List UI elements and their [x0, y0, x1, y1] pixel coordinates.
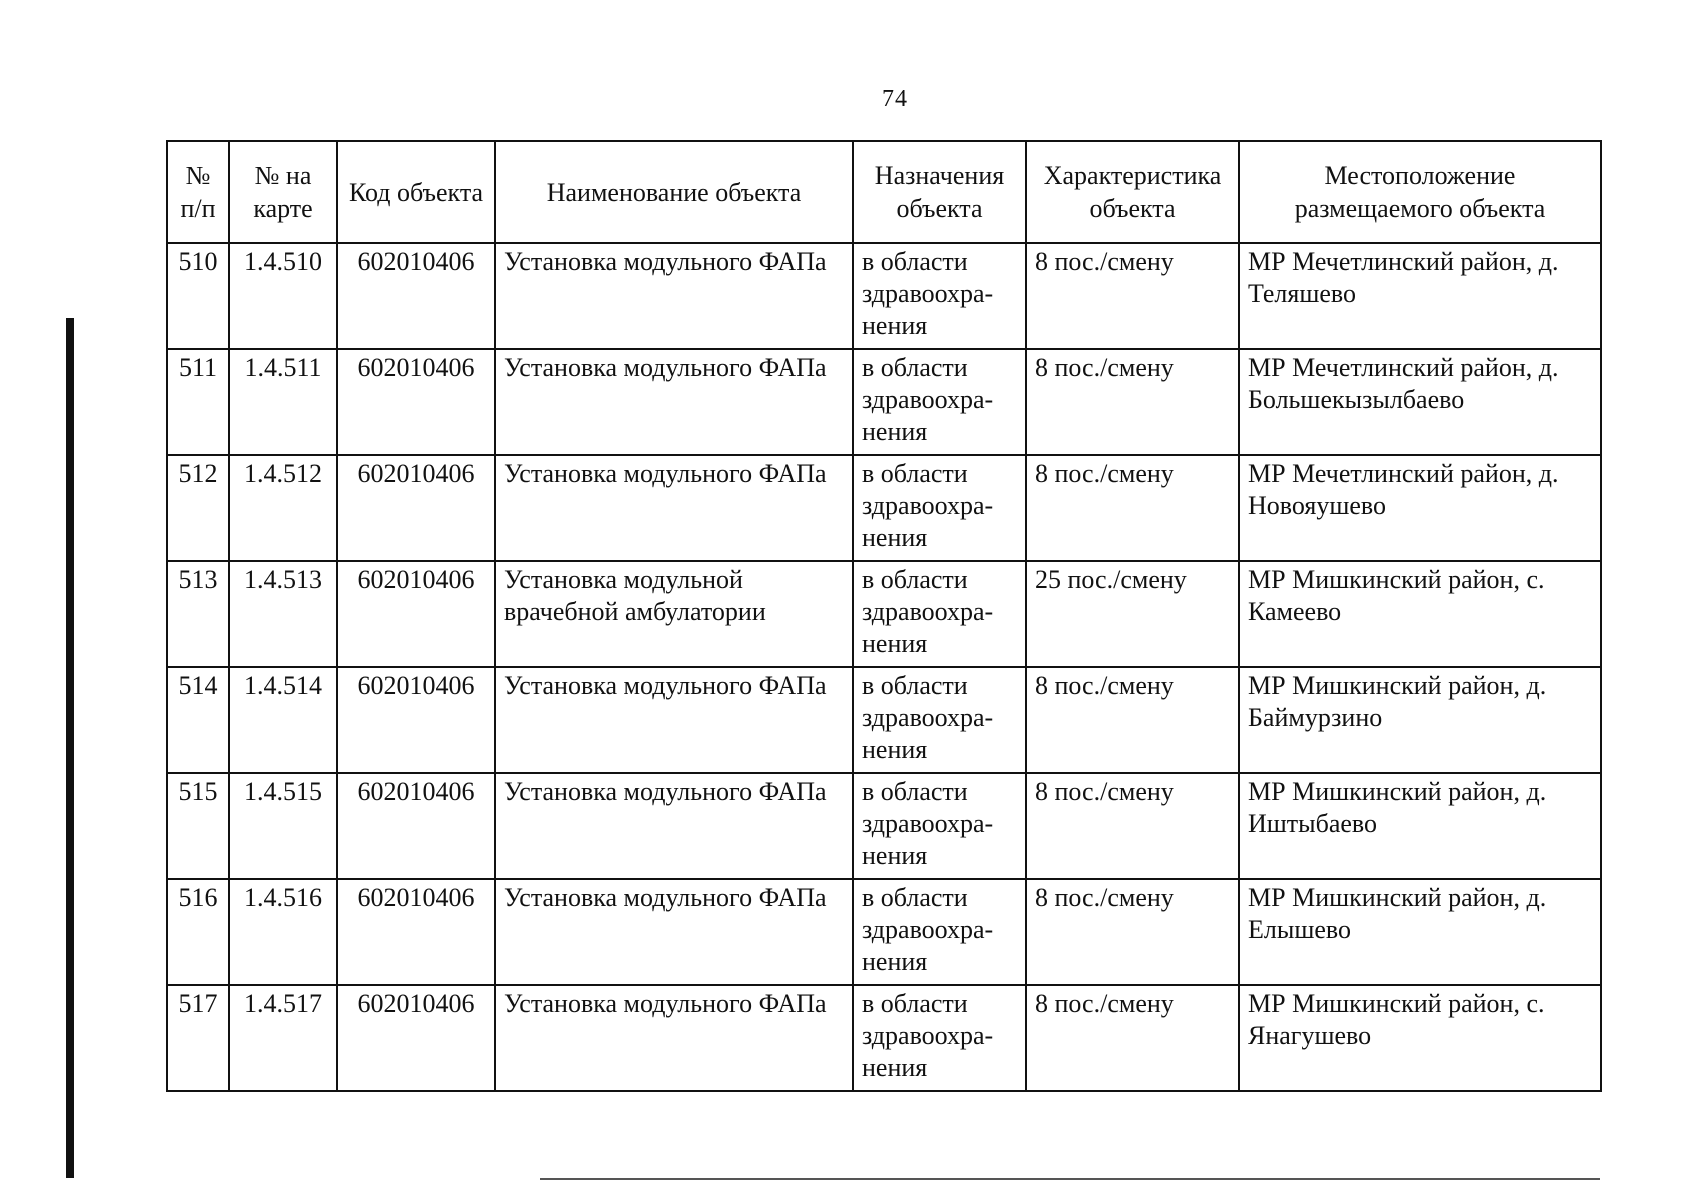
cell-map-number: 1.4.512 — [229, 455, 337, 561]
cell-purpose: в области здравоохра-нения — [853, 455, 1026, 561]
cell-object-code: 602010406 — [337, 773, 495, 879]
table-row — [167, 667, 1601, 773]
cell-purpose: в области здравоохра-нения — [853, 667, 1026, 773]
cell-characteristic: 8 пос./смену — [1026, 773, 1239, 879]
cell-characteristic: 8 пос./смену — [1026, 879, 1239, 985]
header-object-code: Код объекта — [337, 141, 495, 243]
cell-purpose: в области здравоохра-нения — [853, 773, 1026, 879]
cell-purpose: в области здравоохра-нения — [853, 879, 1026, 985]
cell-num: 515 — [167, 773, 229, 879]
table-row — [167, 561, 1601, 667]
cell-location: МР Мечетлинский район, д. Теляшево — [1239, 243, 1601, 349]
cell-num: 514 — [167, 667, 229, 773]
cell-characteristic: 8 пос./смену — [1026, 349, 1239, 455]
table-row — [167, 879, 1601, 985]
cell-num: 510 — [167, 243, 229, 349]
objects-table — [166, 140, 1602, 1092]
cell-object-name: Установка модульного ФАПа — [495, 985, 853, 1091]
cell-map-number: 1.4.513 — [229, 561, 337, 667]
cell-num: 512 — [167, 455, 229, 561]
cell-num: 513 — [167, 561, 229, 667]
cell-object-name: Установка модульного ФАПа — [495, 667, 853, 773]
table-body — [167, 243, 1601, 1091]
cell-characteristic: 8 пос./смену — [1026, 985, 1239, 1091]
cell-map-number: 1.4.515 — [229, 773, 337, 879]
cell-location: МР Мечетлинский район, д. Большекызылбаево — [1239, 349, 1601, 455]
cell-object-name: Установка модульного ФАПа — [495, 455, 853, 561]
cell-map-number: 1.4.517 — [229, 985, 337, 1091]
cell-num: 511 — [167, 349, 229, 455]
header-characteristic: Характеристика объекта — [1026, 141, 1239, 243]
cell-num: 517 — [167, 985, 229, 1091]
cell-object-code: 602010406 — [337, 985, 495, 1091]
scan-edge-bar — [66, 318, 74, 1178]
cell-purpose: в области здравоохра-нения — [853, 243, 1026, 349]
cell-characteristic: 8 пос./смену — [1026, 243, 1239, 349]
cell-map-number: 1.4.511 — [229, 349, 337, 455]
cell-num: 516 — [167, 879, 229, 985]
page-number: 74 — [882, 86, 908, 112]
cell-characteristic: 25 пос./смену — [1026, 561, 1239, 667]
cell-purpose: в области здравоохра-нения — [853, 349, 1026, 455]
cell-object-name: Установка модульной врачебной амбулатории — [495, 561, 853, 667]
cell-object-name: Установка модульного ФАПа — [495, 243, 853, 349]
cell-purpose: в области здравоохра-нения — [853, 561, 1026, 667]
cell-map-number: 1.4.510 — [229, 243, 337, 349]
cell-location: МР Мишкинский район, д. Баймурзино — [1239, 667, 1601, 773]
cell-characteristic: 8 пос./смену — [1026, 667, 1239, 773]
header-purpose: Назначения объекта — [853, 141, 1026, 243]
cell-object-code: 602010406 — [337, 879, 495, 985]
cell-object-code: 602010406 — [337, 667, 495, 773]
bottom-rule — [540, 1178, 1600, 1180]
table-row — [167, 243, 1601, 349]
table-header — [167, 141, 1601, 243]
cell-location: МР Мишкинский район, д. Иштыбаево — [1239, 773, 1601, 879]
cell-object-code: 602010406 — [337, 455, 495, 561]
cell-location: МР Мишкинский район, с. Янагушево — [1239, 985, 1601, 1091]
cell-map-number: 1.4.514 — [229, 667, 337, 773]
cell-object-code: 602010406 — [337, 243, 495, 349]
cell-map-number: 1.4.516 — [229, 879, 337, 985]
cell-location: МР Мечетлинский район, д. Новояушево — [1239, 455, 1601, 561]
cell-object-name: Установка модульного ФАПа — [495, 879, 853, 985]
table-row — [167, 985, 1601, 1091]
cell-location: МР Мишкинский район, д. Елышево — [1239, 879, 1601, 985]
header-map-number: № на карте — [229, 141, 337, 243]
header-row — [167, 141, 1601, 243]
header-num: № п/п — [167, 141, 229, 243]
cell-characteristic: 8 пос./смену — [1026, 455, 1239, 561]
cell-location: МР Мишкинский район, с. Камеево — [1239, 561, 1601, 667]
table-row — [167, 349, 1601, 455]
header-location: Местоположение размещаемого объекта — [1239, 141, 1601, 243]
cell-purpose: в области здравоохра-нения — [853, 985, 1026, 1091]
header-object-name: Наименование объекта — [495, 141, 853, 243]
cell-object-name: Установка модульного ФАПа — [495, 349, 853, 455]
cell-object-code: 602010406 — [337, 561, 495, 667]
table-row — [167, 773, 1601, 879]
table-row — [167, 455, 1601, 561]
cell-object-code: 602010406 — [337, 349, 495, 455]
cell-object-name: Установка модульного ФАПа — [495, 773, 853, 879]
